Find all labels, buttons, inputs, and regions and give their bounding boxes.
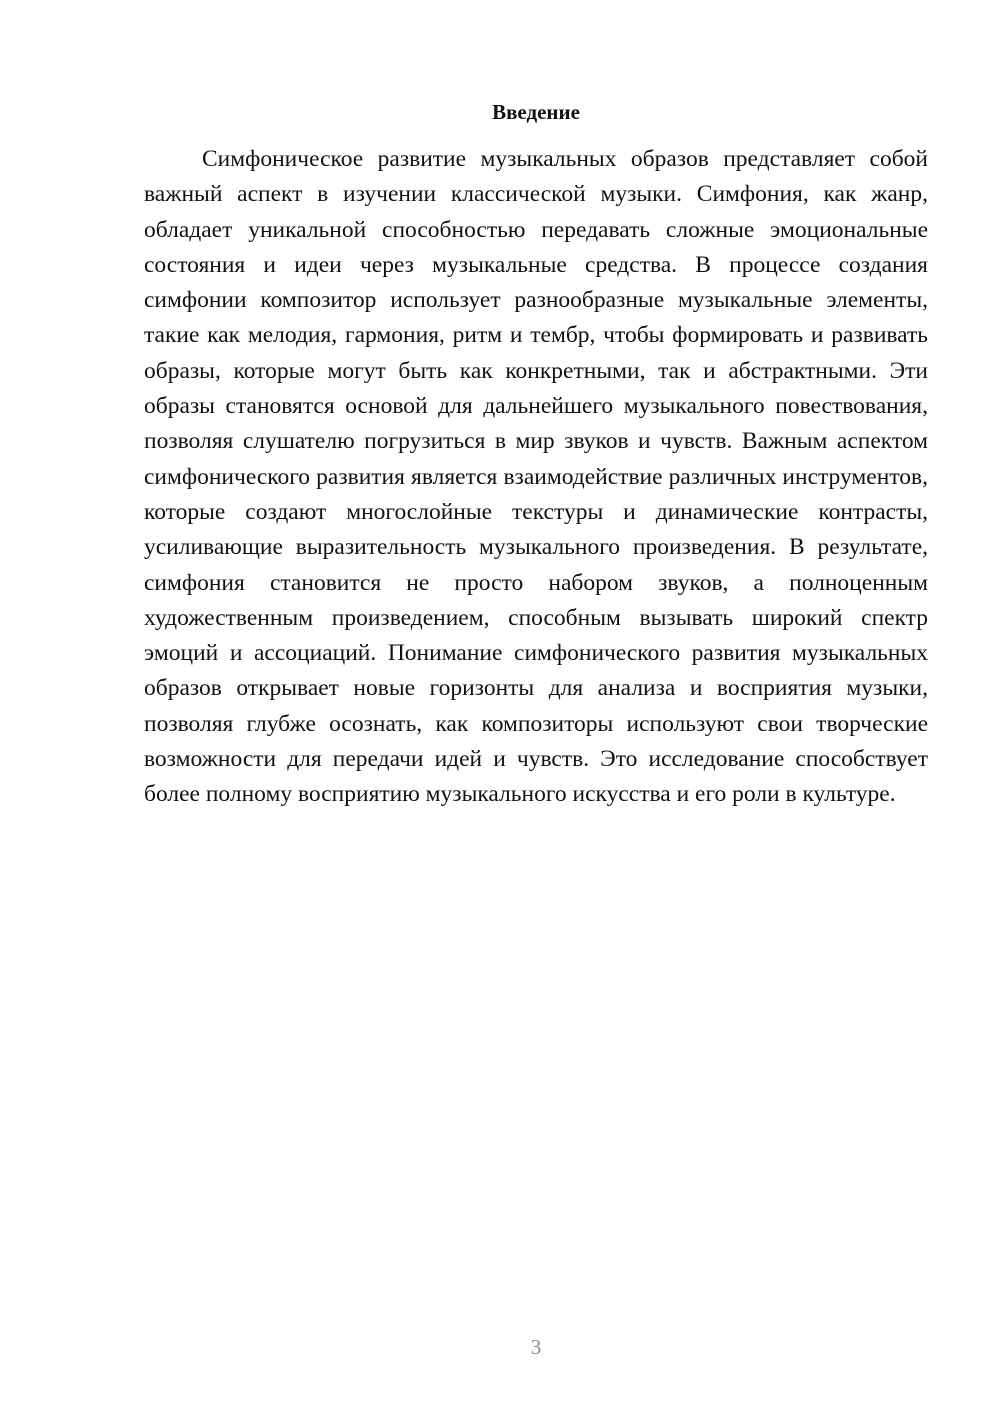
section-heading: Введение (492, 100, 580, 124)
page-number: 3 (530, 1335, 542, 1359)
body-paragraph: Симфоническое развитие музыкальных образов представляет собой важный аспект в изучении классической музыки. Симфония, как жанр, обладает уникальной способностью передавать сложные эмоциональные состояния и идеи через музыкальные средства. В процессе создания симфонии композитор использует разнообразные музыкальные элементы, такие как мелодия, гармония, ритм и тембр, чтобы формировать и развивать образы, которые могут быть как конкретными, так и абстрактными. Эти образы становятся основой для дальнейшего музыкального повествования, позволяя слушателю погрузиться в мир звуков и чувств. Важным аспектом симфонического развития является взаимодействие различных инструментов, которые создают многослойные текстуры и динамические контрасты, усиливающие выразительность музыкального произведения. В результате, симфония становится не просто набором звуков, а полноценным художественным произведением, способным вызывать широкий спектр эмоций и ассоциаций. Понимание симфонического развития музыкальных образов открывает новые горизонты для анализа и восприятия музыки, позволяя глубже осознать, как композиторы используют свои творческие возможности для передачи идей и чувств. Это исследование способствует более полному восприятию музыкального искусства и его роли в культуре. (144, 146, 928, 808)
